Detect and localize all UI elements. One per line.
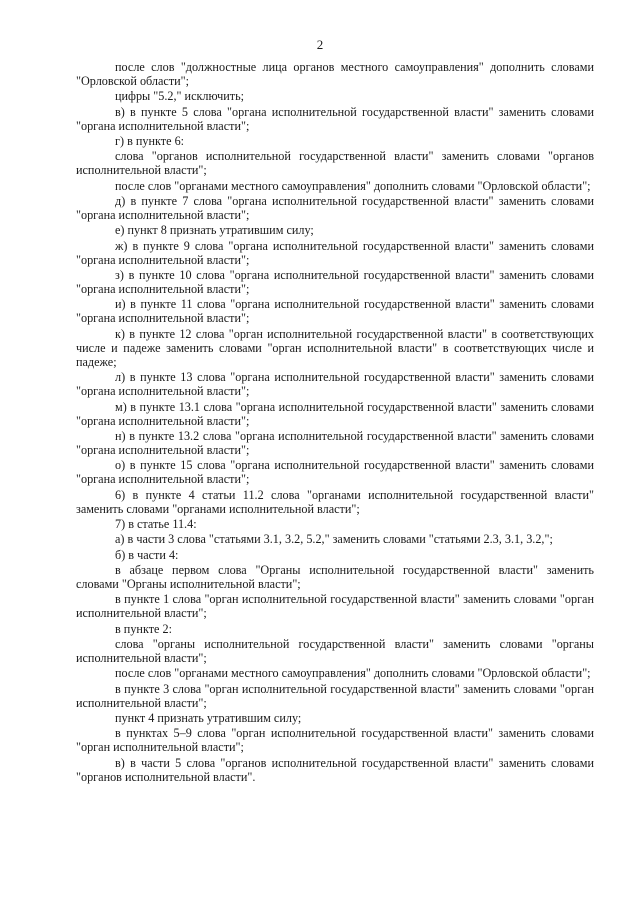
- paragraph: д) в пункте 7 слова "органа исполнительной государственной власти" заменить словами "органа исполнительной власти";: [76, 193, 594, 223]
- paragraph: о) в пункте 15 слова "органа исполнительной государственной власти" заменить словами "органа исполнительной власти";: [76, 458, 594, 487]
- paragraph: к) в пункте 12 слова "орган исполнительной государственной власти" в соответствующих числе и падеже заменить словами "орган исполнительной власти" в соответствующих числе и падеже;: [76, 326, 594, 369]
- paragraph: в пункте 3 слова "орган исполнительной государственной власти" заменить словами "орган исполнительной власти";: [76, 681, 594, 710]
- paragraph: в пунктах 5–9 слова "орган исполнительной государственной власти" заменить словами "орган исполнительной власти";: [76, 726, 594, 755]
- paragraph: и) в пункте 11 слова "органа исполнительной государственной власти" заменить словами "органа исполнительной власти";: [76, 297, 594, 326]
- paragraph: цифры "5.2," исключить;: [115, 89, 245, 104]
- page-number: 2: [316, 37, 324, 52]
- paragraph: после слов "должностные лица органов местного самоуправления" дополнить словами "Орловской области";: [76, 60, 594, 89]
- document-body: [76, 60, 594, 785]
- paragraph: после слов "органами местного самоуправления" дополнить словами "Орловской области";: [115, 666, 591, 681]
- paragraph: 7) в статье 11.4:: [115, 517, 197, 532]
- paragraph: з) в пункте 10 слова "органа исполнительной государственной власти" заменить словами "органа исполнительной власти";: [76, 268, 594, 297]
- paragraph: н) в пункте 13.2 слова "органа исполнительной государственной власти" заменить словами "органа исполнительной власти";: [76, 428, 594, 458]
- paragraph: л) в пункте 13 слова "органа исполнительной государственной власти" заменить словами "органа исполнительной власти";: [76, 370, 594, 399]
- paragraph: после слов "органами местного самоуправления" дополнить словами "Орловской области";: [115, 178, 591, 193]
- paragraph: е) пункт 8 признать утратившим силу;: [115, 223, 314, 238]
- paragraph: в пункте 1 слова "орган исполнительной государственной власти" заменить словами "орган исполнительной власти";: [76, 592, 594, 621]
- paragraph: в пункте 2:: [115, 621, 172, 636]
- paragraph: 6) в пункте 4 статьи 11.2 слова "органами исполнительной государственной власти" заменить словами "органами исполнительной власти";: [76, 487, 594, 516]
- paragraph: слова "органов исполнительной государственной власти" заменить словами "органов исполнительной власти";: [76, 149, 594, 178]
- paragraph: слова "органы исполнительной государственной власти" заменить словами "органы исполнительной власти";: [76, 636, 594, 666]
- paragraph: б) в части 4:: [115, 547, 179, 562]
- paragraph: в абзаце первом слова "Органы исполнительной государственной власти" заменить словами "Органы исполнительной власти";: [76, 562, 594, 592]
- paragraph: г) в пункте 6:: [115, 134, 185, 149]
- paragraph: м) в пункте 13.1 слова "органа исполнительной государственной власти" заменить словами "органа исполнительной власти";: [76, 399, 594, 428]
- paragraph: пункт 4 признать утратившим силу;: [115, 711, 302, 725]
- paragraph: в) в пункте 5 слова "органа исполнительной государственной власти" заменить словами "органа исполнительной власти";: [76, 104, 594, 133]
- paragraph: ж) в пункте 9 слова "органа исполнительной государственной власти" заменить словами "органа исполнительной власти";: [76, 238, 594, 267]
- paragraph: в) в части 5 слова "органов исполнительной государственной власти" заменить словами "органов исполнительной власти".: [76, 755, 594, 784]
- paragraph: а) в части 3 слова "статьями 3.1, 3.2, 5.2," заменить словами "статьями 2.3, 3.1, 3.2,";: [115, 532, 553, 547]
